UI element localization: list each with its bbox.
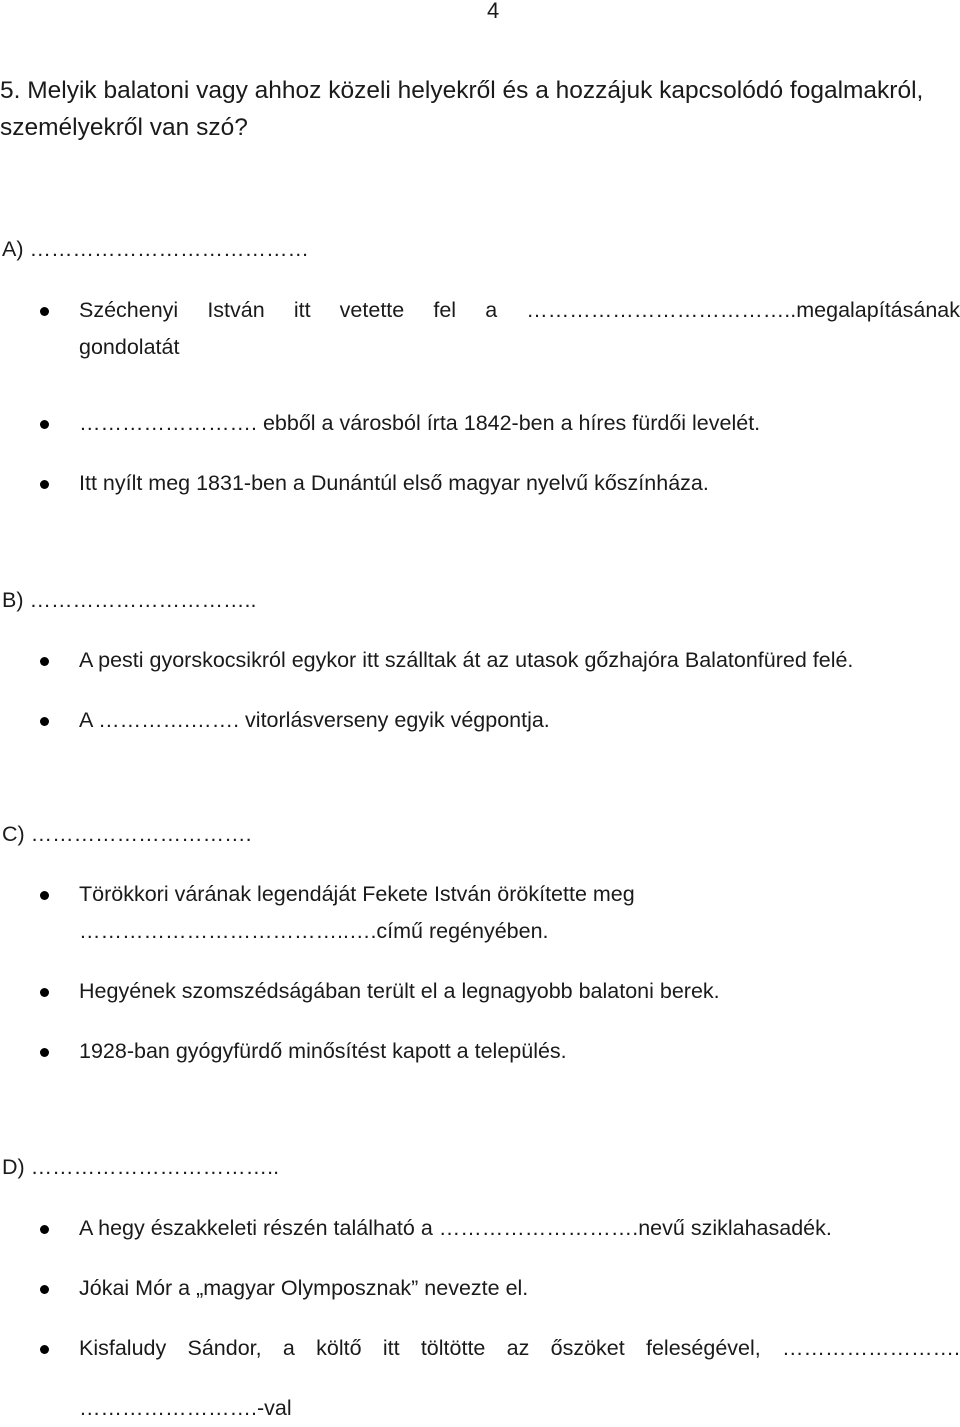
bullet-icon (40, 891, 49, 900)
section-d-label: D) …………………………….. (2, 1155, 280, 1179)
bullet-icon (40, 307, 49, 316)
item-line: Törökkori várának legendáját Fekete István örökítette meg (79, 882, 635, 906)
bullet-icon (40, 717, 49, 726)
item-line-continued: ………………………………..….című regényében. (79, 919, 549, 943)
section-a-label: A) ………………………………… (2, 237, 309, 261)
bullet-icon (40, 420, 49, 429)
bullet-icon (40, 480, 49, 489)
item-text: ……………………. ebből a városból írta 1842-ben a híres fürdői levelét. (79, 411, 761, 435)
item-line-continued: gondolatát (79, 335, 180, 359)
question-title: 5. Melyik balatoni vagy ahhoz közeli helyekről és a hozzájuk kapcsolódó fogalmakról, személyekről van szó? (0, 77, 924, 141)
section-b-label: B) ………………………….. (2, 588, 257, 612)
item-text (79, 876, 960, 950)
bullet-icon (40, 988, 49, 997)
item-line: Széchenyi István itt vetette fel a ………………………………..megalapításának (79, 298, 960, 322)
section-c-label: C) …………………………. (2, 822, 252, 846)
item-text: A pesti gyorskocsikról egykor itt szálltak át az utasok gőzhajóra Balatonfüred felé. (79, 648, 854, 672)
bullet-icon (40, 1048, 49, 1057)
item-text: A ………….……. vitorlásverseny egyik végpontja. (79, 708, 550, 732)
bullet-icon (40, 657, 49, 666)
item-text: A hegy északkeleti részén található a ……………………….nevű sziklahasadék. (79, 1216, 832, 1240)
bullet-icon (40, 1345, 49, 1354)
item-text: Itt nyílt meg 1831-ben a Dunántúl első magyar nyelvű kőszínháza. (79, 471, 709, 495)
page-number: 4 (487, 0, 500, 23)
item-line-continued: …………………….-val (79, 1396, 292, 1420)
bullet-icon (40, 1225, 49, 1234)
item-text: 1928-ban gyógyfürdő minősítést kapott a település. (79, 1039, 567, 1063)
bullet-icon (40, 1285, 49, 1294)
item-text (79, 1330, 960, 1427)
item-text: Jókai Mór a „magyar Olymposznak” nevezte el. (79, 1276, 529, 1300)
item-text: Hegyének szomszédságában terült el a legnagyobb balatoni berek. (79, 979, 720, 1003)
item-line: Kisfaludy Sándor, a költő itt töltötte az őszöket feleségével, ……………………. (79, 1336, 960, 1360)
item-text (79, 292, 960, 366)
